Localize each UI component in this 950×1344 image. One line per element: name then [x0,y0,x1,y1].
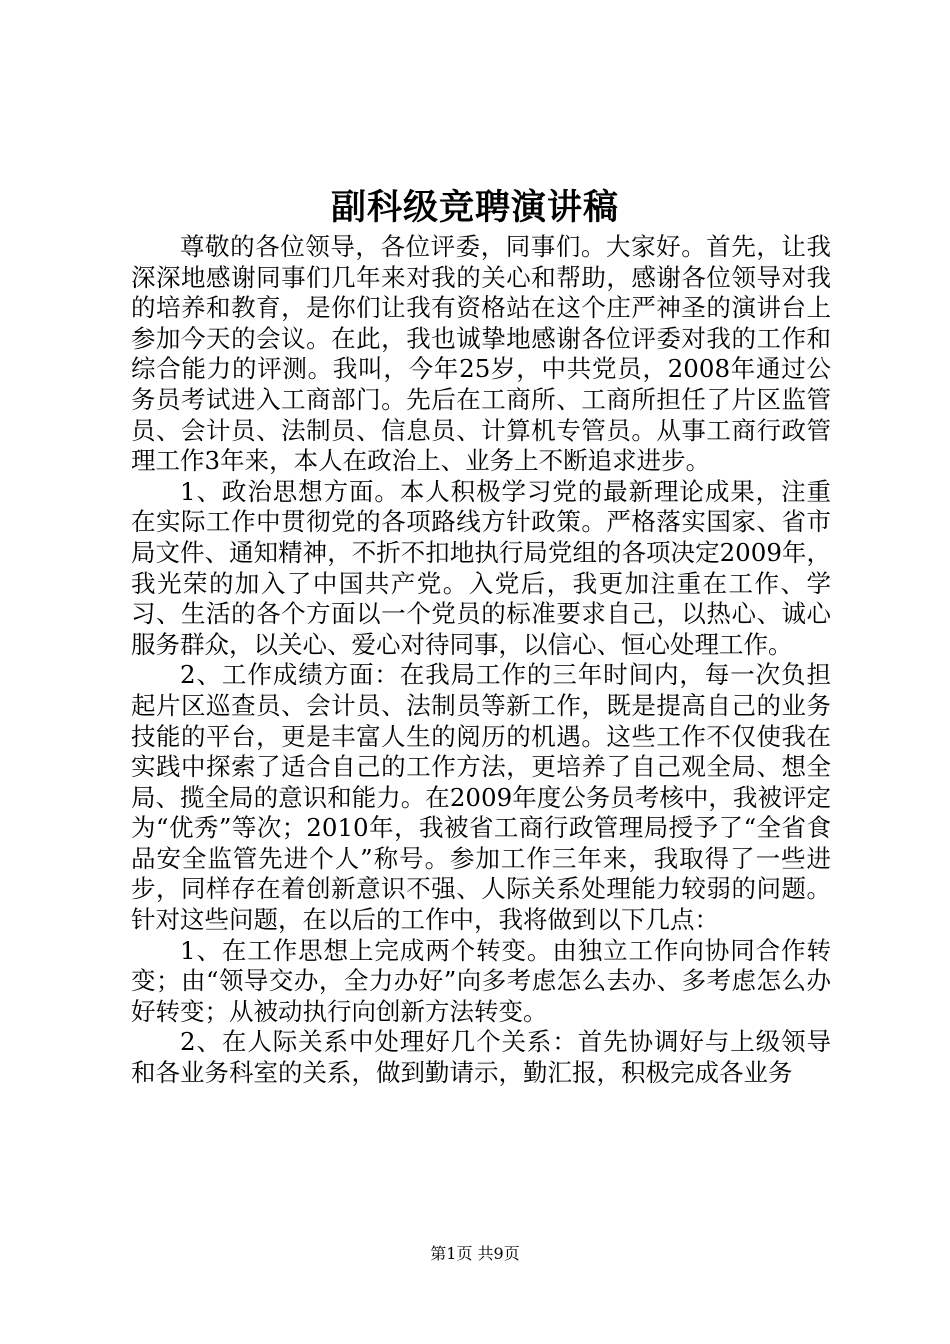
paragraph-greeting: 尊敬的各位领导，各位评委，同事们。大家好。首先，让我深深地感谢同事们几年来对我的关心和帮助，感谢各位领导对我的培养和教育，是你们让我有资格站在这个庄严神圣的演讲台上参加今天的会议。在此，我也诚挚地感谢各位评委对我的工作和综合能力的评测。我叫，今年25岁，中共党员，2008年通过公务员考试进入工商部门。先后在工商所、工商所担任了片区监管员、会计员、法制员、信息员、计算机专管员。从事工商行政管理工作3年来，本人在政治上、业务上不断追求进步。 [131,232,831,476]
document-title: 副科级竞聘演讲稿 [330,187,619,228]
paragraph-relationships: 2、在人际关系中处理好几个关系：首先协调好与上级领导和各业务科室的关系，做到勤请示，勤汇报，积极完成各业务 [131,1027,831,1088]
page-number-footer: 第1页 共9页 [430,1244,520,1263]
paragraph-work-achievements: 2、工作成绩方面：在我局工作的三年时间内，每一次负担起片区巡查员、会计员、法制员等新工作，既是提高自己的业务技能的平台，更是丰富人生的阅历的机遇。这些工作不仅使我在实践中探索了适合自己的工作方法，更培养了自己观全局、想全局、揽全局的意识和能力。在2009年度公务员考核中，我被评定为“优秀”等次；2010年，我被省工商行政管理局授予了“全省食品安全监管先进个人”称号。参加工作三年来，我取得了一些进步，同样存在着创新意识不强、人际关系处理能力较弱的问题。针对这些问题，在以后的工作中，我将做到以下几点： [131,660,831,935]
paragraph-work-mindset: 1、在工作思想上完成两个转变。由独立工作向协同合作转变；由“领导交办，全力办好”向多考虑怎么去办、多考虑怎么办好转变；从被动执行向创新方法转变。 [131,935,831,1026]
document-body [131,232,831,1089]
paragraph-political-thought: 1、政治思想方面。本人积极学习党的最新理论成果，注重在实际工作中贯彻党的各项路线方针政策。严格落实国家、省市局文件、通知精神，不折不扣地执行局党组的各项决定2009年，我光荣的加入了中国共产党。入党后，我更加注重在工作、学习、生活的各个方面以一个党员的标准要求自己，以热心、诚心服务群众，以关心、爱心对待同事，以信心、恒心处理工作。 [131,476,831,659]
